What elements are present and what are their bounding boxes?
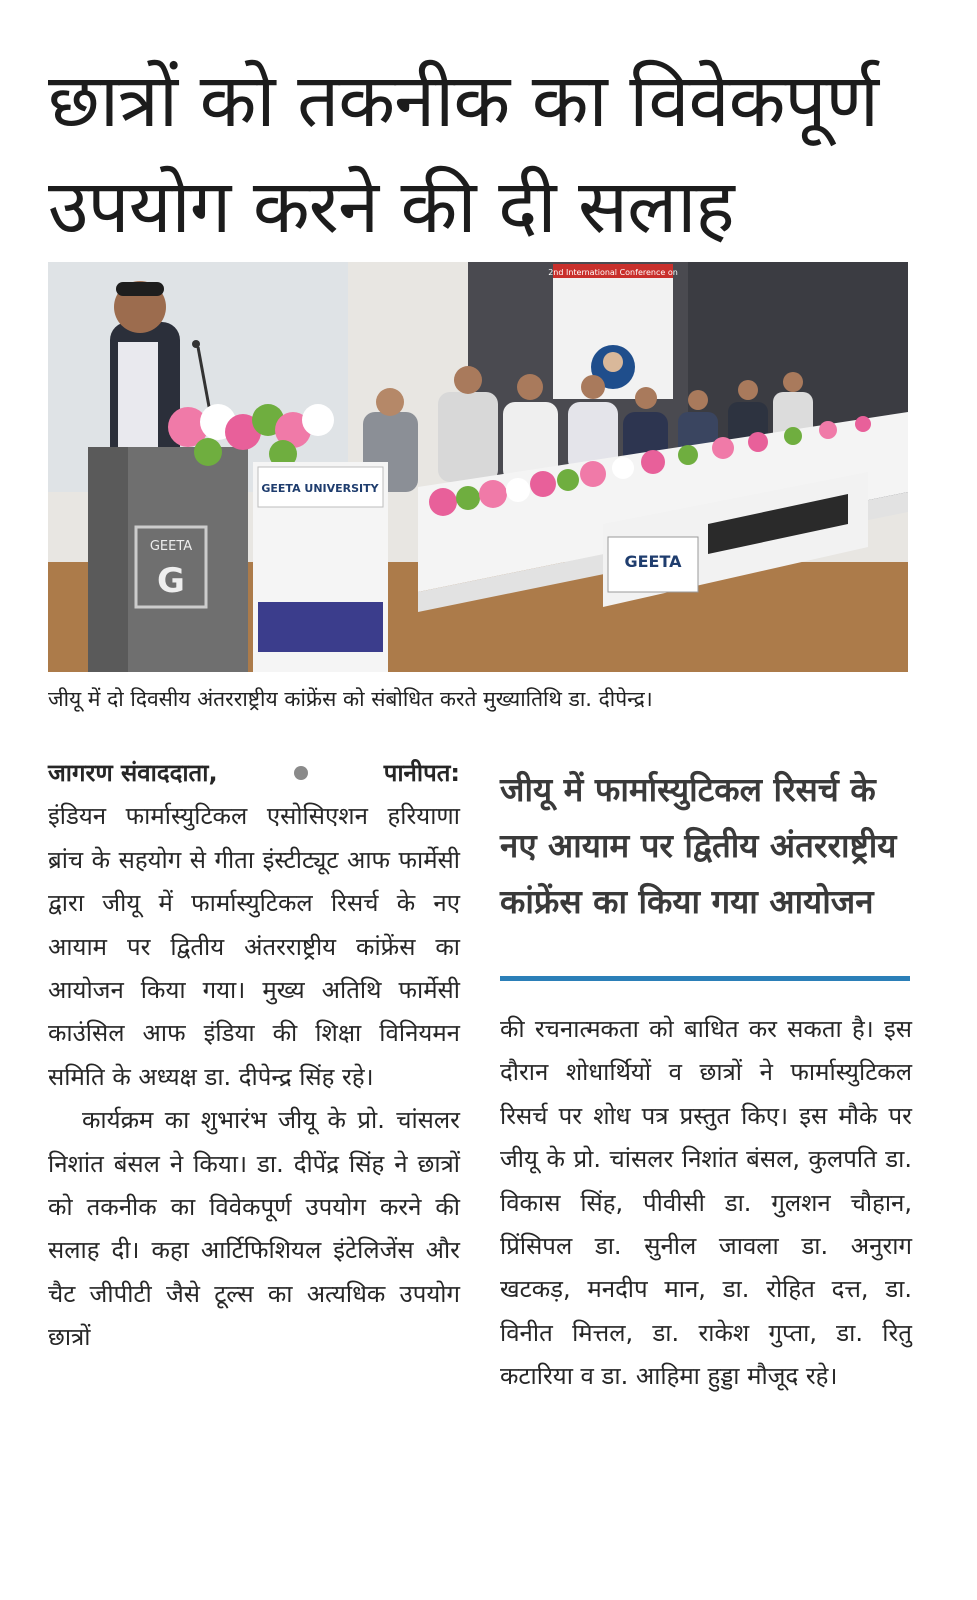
conference-photo-illustration xyxy=(48,262,908,672)
subheadline: जीयू में फार्मास्युटिकल रिसर्च के नए आयाम पर द्वितीय अंतरराष्ट्रीय कांफ्रेंस का किया गया आयोजन xyxy=(500,770,897,921)
byline-place: पानीपत: xyxy=(383,759,460,787)
podium-banner-text: GEETA UNIVERSITY xyxy=(261,482,379,495)
paragraph-2: कार्यक्रम का शुभारंभ जीयू के प्रो. चांसलर निशांत बंसल ने किया। डा. दीपेंद्र सिंह ने छात्रों को तकनीक का विवेकपूर्ण उपयोग करने की सलाह दी। कहा आर्टिफिशियल इंटेलिजेंस और चैट जीपीटी जैसे टूल्स का अत्यधिक उपयोग छात्रों xyxy=(48,1106,460,1352)
paragraph-1: इंडियन फार्मास्युटिकल एसोसिएशन हरियाणा ब्रांच के सहयोग से गीता इंस्टीट्यूट आफ फार्मेसी द्वारा जीयू में फार्मास्युटिकल रिसर्च के नए आयाम पर द्वितीय अंतरराष्ट्रीय कांफ्रेंस का आयोजन किया गया। मुख्य अतिथि फार्मेसी काउंसिल आफ इंडिया की शिक्षा विनियमन समिति के अध्यक्ष डा. दीपेन्द्र सिंह रहे। xyxy=(48,802,460,1091)
photo-caption: जीयू में दो दिवसीय अंतरराष्ट्रीय कांफ्रेंस को संबोधित करते मुख्यातिथि डा. दीपेन्द्र। xyxy=(48,687,653,711)
podium-logo-text: GEETA xyxy=(149,539,193,554)
paragraph-3: की रचनात्मकता को बाधित कर सकता है। इस दौरान शोधार्थियों व छात्रों ने फार्मास्युटिकल रिसर्च पर शोध पत्र प्रस्तुत किए। इस मौके पर जीयू के प्रो. चांसलर निशांत बंसल, कुलपति डा. विकास सिंह, पीवीसी डा. गुलशन चौहान, प्रिंसिपल डा. सुनील जावला डा. अनुराग खटकड़, मनदीप मान, डा. रोहित दत्त, डा. विनीत मित्तल, डा. राकेश गुप्ता, डा. रितु कटारिया व डा. आहिमा हुड्डा मौजूद रहे। xyxy=(500,1015,912,1391)
news-photo xyxy=(48,262,908,672)
stage-banner-text: 2nd International Conference on xyxy=(548,268,678,277)
left-column xyxy=(48,752,460,1360)
bullet-dot xyxy=(294,766,308,780)
byline-reporter: जागरण संवाददाता, xyxy=(48,759,218,787)
right-column xyxy=(500,1008,912,1399)
table-banner-text: GEETA xyxy=(624,552,682,571)
byline xyxy=(48,752,460,795)
podium-monogram: G xyxy=(157,561,185,601)
blue-divider xyxy=(500,976,910,981)
headline: छात्रों को तकनीक का विवेकपूर्ण उपयोग करने की दी सलाह xyxy=(48,58,879,250)
